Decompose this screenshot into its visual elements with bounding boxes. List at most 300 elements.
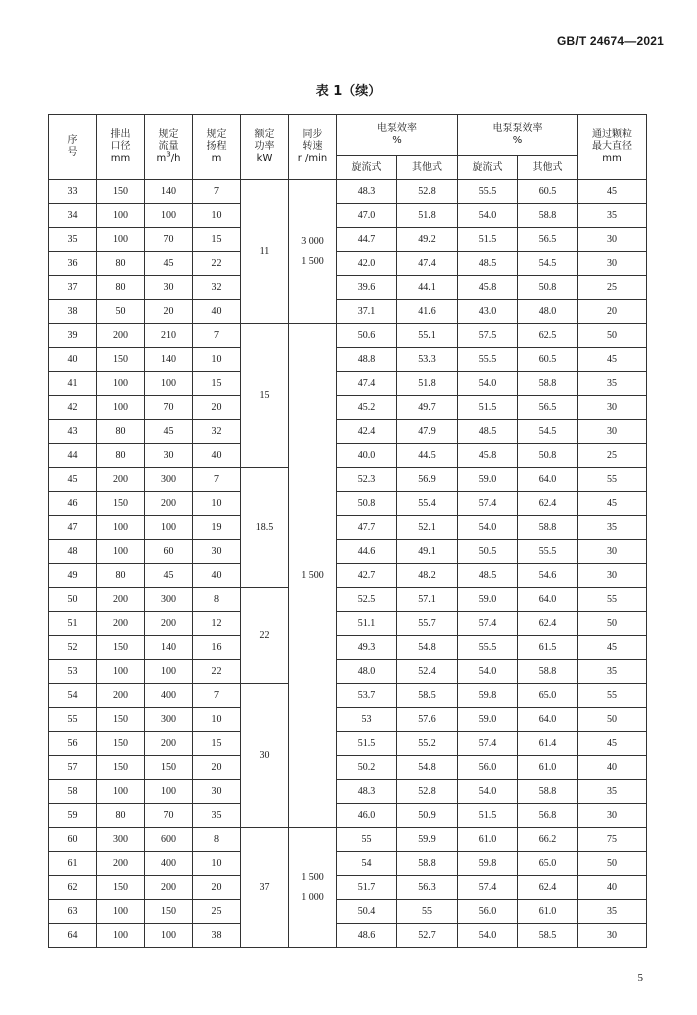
cell-head: 25 [193,900,241,924]
cell-particle: 35 [578,372,647,396]
cell-motor-vortex: 48.3 [337,780,397,804]
cell-outlet: 100 [97,924,145,948]
header-head: 规定 扬程 m [193,115,241,180]
cell-flow: 200 [145,876,193,900]
cell-motor-other: 51.8 [397,372,458,396]
cell-particle: 20 [578,300,647,324]
cell-motor-vortex: 44.6 [337,540,397,564]
header-no: 序 号 [49,115,97,180]
cell-particle: 50 [578,708,647,732]
cell-no: 47 [49,516,97,540]
cell-flow: 45 [145,564,193,588]
cell-motor-vortex: 42.4 [337,420,397,444]
cell-pump-other: 50.8 [518,276,578,300]
cell-speed: 3 000 1 500 [289,180,337,324]
cell-flow: 140 [145,636,193,660]
cell-pump-other: 58.8 [518,372,578,396]
cell-motor-other: 55.1 [397,324,458,348]
cell-flow: 400 [145,684,193,708]
cell-motor-other: 44.5 [397,444,458,468]
table-row [49,564,647,588]
table-row [49,612,647,636]
cell-particle: 30 [578,564,647,588]
cell-flow: 200 [145,492,193,516]
cell-no: 58 [49,780,97,804]
cell-head: 7 [193,180,241,204]
cell-pump-other: 62.4 [518,612,578,636]
cell-flow: 100 [145,204,193,228]
cell-pump-vortex: 48.5 [458,564,518,588]
cell-pump-vortex: 57.4 [458,732,518,756]
cell-particle: 30 [578,228,647,252]
cell-outlet: 80 [97,252,145,276]
cell-motor-vortex: 50.2 [337,756,397,780]
cell-pump-vortex: 54.0 [458,516,518,540]
cell-no: 52 [49,636,97,660]
cell-particle: 45 [578,492,647,516]
header-speed: 同步 转速 r /min [289,115,337,180]
cell-pump-other: 58.8 [518,660,578,684]
cell-no: 48 [49,540,97,564]
header-other-2: 其他式 [518,156,578,180]
table-row [49,276,647,300]
cell-pump-vortex: 48.5 [458,252,518,276]
cell-outlet: 200 [97,468,145,492]
cell-head: 40 [193,444,241,468]
cell-particle: 35 [578,516,647,540]
cell-motor-vortex: 51.5 [337,732,397,756]
cell-outlet: 80 [97,276,145,300]
cell-no: 39 [49,324,97,348]
cell-outlet: 150 [97,732,145,756]
cell-no: 56 [49,732,97,756]
header-vortex-2: 旋流式 [458,156,518,180]
cell-pump-other: 66.2 [518,828,578,852]
cell-pump-vortex: 59.8 [458,852,518,876]
cell-outlet: 200 [97,588,145,612]
cell-flow: 140 [145,180,193,204]
cell-motor-vortex: 48.6 [337,924,397,948]
cell-particle: 30 [578,924,647,948]
table-row [49,852,647,876]
cell-particle: 45 [578,348,647,372]
table-row [49,780,647,804]
cell-flow: 150 [145,900,193,924]
cell-flow: 100 [145,372,193,396]
cell-outlet: 50 [97,300,145,324]
pump-efficiency-table [48,114,647,948]
cell-pump-vortex: 50.5 [458,540,518,564]
cell-flow: 200 [145,612,193,636]
cell-outlet: 150 [97,348,145,372]
cell-motor-other: 47.4 [397,252,458,276]
cell-motor-other: 57.6 [397,708,458,732]
header-pump-efficiency: 电泵泵效率 % [458,115,578,156]
cell-head: 19 [193,516,241,540]
header-particle: 通过颗粒 最大直径 mm [578,115,647,180]
cell-pump-vortex: 56.0 [458,756,518,780]
cell-particle: 50 [578,324,647,348]
table-row [49,492,647,516]
cell-speed: 1 500 1 000 [289,828,337,948]
cell-pump-other: 56.8 [518,804,578,828]
cell-motor-other: 55.2 [397,732,458,756]
cell-outlet: 200 [97,852,145,876]
cell-pump-vortex: 57.4 [458,612,518,636]
cell-motor-other: 55.7 [397,612,458,636]
cell-flow: 30 [145,444,193,468]
cell-particle: 30 [578,396,647,420]
cell-motor-vortex: 50.6 [337,324,397,348]
cell-pump-other: 55.5 [518,540,578,564]
cell-outlet: 100 [97,540,145,564]
cell-no: 64 [49,924,97,948]
cell-outlet: 100 [97,372,145,396]
cell-pump-other: 50.8 [518,444,578,468]
cell-outlet: 80 [97,420,145,444]
cell-flow: 45 [145,420,193,444]
cell-motor-other: 52.4 [397,660,458,684]
page-number: 5 [637,972,643,984]
cell-flow: 70 [145,804,193,828]
cell-outlet: 100 [97,228,145,252]
cell-outlet: 100 [97,900,145,924]
cell-particle: 50 [578,852,647,876]
cell-no: 35 [49,228,97,252]
cell-outlet: 100 [97,204,145,228]
cell-head: 30 [193,540,241,564]
cell-outlet: 150 [97,756,145,780]
cell-no: 33 [49,180,97,204]
cell-motor-vortex: 47.0 [337,204,397,228]
header-flow: 规定 流量 $m^3/h$ [145,115,193,180]
cell-head: 20 [193,396,241,420]
cell-pump-other: 64.0 [518,708,578,732]
cell-particle: 45 [578,180,647,204]
cell-motor-vortex: 47.4 [337,372,397,396]
cell-outlet: 80 [97,444,145,468]
cell-power: 18.5 [241,468,289,588]
cell-motor-other: 54.8 [397,756,458,780]
cell-pump-vortex: 45.8 [458,276,518,300]
cell-head: 10 [193,204,241,228]
table-row [49,252,647,276]
cell-motor-other: 52.8 [397,780,458,804]
cell-particle: 55 [578,468,647,492]
cell-motor-vortex: 54 [337,852,397,876]
cell-motor-vortex: 52.3 [337,468,397,492]
cell-head: 10 [193,708,241,732]
cell-motor-other: 52.8 [397,180,458,204]
cell-head: 8 [193,588,241,612]
cell-motor-other: 56.9 [397,468,458,492]
cell-motor-vortex: 45.2 [337,396,397,420]
cell-flow: 100 [145,516,193,540]
cell-flow: 300 [145,588,193,612]
cell-motor-other: 49.2 [397,228,458,252]
cell-motor-vortex: 48.8 [337,348,397,372]
cell-particle: 35 [578,660,647,684]
cell-pump-other: 54.6 [518,564,578,588]
cell-motor-other: 58.8 [397,852,458,876]
header-vortex-1: 旋流式 [337,156,397,180]
cell-motor-vortex: 51.7 [337,876,397,900]
cell-head: 32 [193,276,241,300]
table-row [49,876,647,900]
cell-pump-vortex: 54.0 [458,204,518,228]
table-row [49,300,647,324]
table-row [49,324,647,348]
cell-no: 53 [49,660,97,684]
cell-head: 20 [193,756,241,780]
cell-motor-vortex: 51.1 [337,612,397,636]
cell-flow: 70 [145,396,193,420]
cell-pump-other: 58.8 [518,780,578,804]
cell-outlet: 80 [97,564,145,588]
table-row [49,516,647,540]
cell-pump-vortex: 61.0 [458,828,518,852]
header-outlet: 排出 口径 mm [97,115,145,180]
cell-motor-vortex: 42.7 [337,564,397,588]
cell-no: 49 [49,564,97,588]
table-row [49,588,647,612]
cell-pump-vortex: 54.0 [458,372,518,396]
cell-pump-vortex: 54.0 [458,780,518,804]
cell-head: 7 [193,468,241,492]
cell-flow: 300 [145,468,193,492]
cell-flow: 100 [145,660,193,684]
cell-speed: 1 500 [289,324,337,828]
cell-pump-other: 60.5 [518,348,578,372]
cell-pump-other: 54.5 [518,420,578,444]
cell-motor-vortex: 50.8 [337,492,397,516]
cell-flow: 60 [145,540,193,564]
cell-head: 15 [193,372,241,396]
cell-pump-vortex: 55.5 [458,180,518,204]
cell-flow: 300 [145,708,193,732]
cell-motor-other: 54.8 [397,636,458,660]
cell-flow: 200 [145,732,193,756]
cell-outlet: 100 [97,516,145,540]
cell-flow: 30 [145,276,193,300]
cell-motor-other: 52.1 [397,516,458,540]
cell-pump-other: 56.5 [518,396,578,420]
cell-motor-vortex: 49.3 [337,636,397,660]
cell-pump-other: 65.0 [518,684,578,708]
cell-outlet: 80 [97,804,145,828]
cell-power: 22 [241,588,289,684]
cell-motor-other: 55.4 [397,492,458,516]
cell-pump-other: 58.5 [518,924,578,948]
cell-pump-other: 56.5 [518,228,578,252]
table-row [49,636,647,660]
table-row [49,204,647,228]
cell-motor-other: 59.9 [397,828,458,852]
cell-motor-other: 56.3 [397,876,458,900]
cell-power: 30 [241,684,289,828]
cell-motor-vortex: 39.6 [337,276,397,300]
cell-outlet: 100 [97,660,145,684]
cell-head: 22 [193,660,241,684]
cell-no: 55 [49,708,97,732]
cell-particle: 40 [578,756,647,780]
cell-flow: 100 [145,780,193,804]
cell-no: 59 [49,804,97,828]
cell-motor-other: 52.7 [397,924,458,948]
cell-particle: 45 [578,636,647,660]
table-row [49,540,647,564]
table-row [49,396,647,420]
cell-motor-other: 47.9 [397,420,458,444]
cell-motor-vortex: 48.0 [337,660,397,684]
cell-pump-vortex: 54.0 [458,924,518,948]
cell-flow: 45 [145,252,193,276]
cell-no: 43 [49,420,97,444]
cell-pump-vortex: 45.8 [458,444,518,468]
cell-pump-vortex: 56.0 [458,900,518,924]
cell-head: 22 [193,252,241,276]
cell-head: 40 [193,300,241,324]
cell-no: 61 [49,852,97,876]
cell-motor-other: 44.1 [397,276,458,300]
cell-pump-other: 48.0 [518,300,578,324]
table-caption: 表 1（续） [315,84,382,99]
cell-motor-vortex: 42.0 [337,252,397,276]
cell-pump-vortex: 59.8 [458,684,518,708]
cell-pump-other: 61.0 [518,900,578,924]
cell-particle: 35 [578,780,647,804]
cell-flow: 20 [145,300,193,324]
cell-motor-vortex: 53 [337,708,397,732]
cell-flow: 400 [145,852,193,876]
cell-particle: 25 [578,444,647,468]
cell-pump-vortex: 51.5 [458,804,518,828]
cell-no: 36 [49,252,97,276]
cell-pump-other: 61.5 [518,636,578,660]
cell-no: 50 [49,588,97,612]
cell-pump-vortex: 57.4 [458,876,518,900]
cell-flow: 100 [145,924,193,948]
table-row [49,732,647,756]
cell-motor-vortex: 48.3 [337,180,397,204]
cell-pump-other: 62.4 [518,492,578,516]
cell-motor-vortex: 52.5 [337,588,397,612]
cell-pump-vortex: 59.0 [458,468,518,492]
cell-no: 41 [49,372,97,396]
standard-code: GB/T 24674—2021 [556,34,664,48]
table-row [49,348,647,372]
cell-particle: 30 [578,804,647,828]
table-row [49,372,647,396]
cell-pump-vortex: 48.5 [458,420,518,444]
cell-pump-other: 61.0 [518,756,578,780]
cell-no: 60 [49,828,97,852]
cell-no: 62 [49,876,97,900]
cell-motor-vortex: 47.7 [337,516,397,540]
cell-head: 10 [193,852,241,876]
table-row [49,900,647,924]
cell-motor-vortex: 37.1 [337,300,397,324]
cell-particle: 45 [578,732,647,756]
cell-motor-vortex: 46.0 [337,804,397,828]
cell-flow: 150 [145,756,193,780]
cell-no: 46 [49,492,97,516]
cell-particle: 30 [578,420,647,444]
cell-pump-other: 65.0 [518,852,578,876]
cell-motor-other: 50.9 [397,804,458,828]
table-row [49,804,647,828]
cell-outlet: 150 [97,636,145,660]
cell-pump-vortex: 54.0 [458,660,518,684]
cell-no: 34 [49,204,97,228]
cell-outlet: 100 [97,396,145,420]
cell-pump-other: 54.5 [518,252,578,276]
cell-outlet: 200 [97,612,145,636]
cell-no: 42 [49,396,97,420]
cell-flow: 140 [145,348,193,372]
cell-pump-other: 62.4 [518,876,578,900]
cell-pump-vortex: 51.5 [458,396,518,420]
cell-motor-other: 49.1 [397,540,458,564]
cell-pump-vortex: 59.0 [458,588,518,612]
cell-particle: 75 [578,828,647,852]
cell-outlet: 150 [97,492,145,516]
cell-no: 38 [49,300,97,324]
cell-pump-other: 61.4 [518,732,578,756]
cell-motor-vortex: 53.7 [337,684,397,708]
cell-head: 35 [193,804,241,828]
table-row [49,660,647,684]
table-row [49,444,647,468]
cell-head: 10 [193,492,241,516]
cell-motor-other: 55 [397,900,458,924]
cell-pump-vortex: 57.5 [458,324,518,348]
table-row [49,684,647,708]
cell-motor-vortex: 50.4 [337,900,397,924]
cell-particle: 35 [578,900,647,924]
cell-outlet: 200 [97,684,145,708]
cell-particle: 55 [578,588,647,612]
cell-head: 16 [193,636,241,660]
cell-flow: 600 [145,828,193,852]
cell-pump-vortex: 51.5 [458,228,518,252]
cell-power: 37 [241,828,289,948]
cell-motor-other: 49.7 [397,396,458,420]
cell-outlet: 100 [97,780,145,804]
cell-motor-vortex: 44.7 [337,228,397,252]
cell-outlet: 150 [97,876,145,900]
cell-pump-other: 62.5 [518,324,578,348]
cell-head: 12 [193,612,241,636]
cell-particle: 55 [578,684,647,708]
cell-motor-other: 48.2 [397,564,458,588]
table-row [49,468,647,492]
cell-head: 15 [193,228,241,252]
cell-pump-vortex: 55.5 [458,636,518,660]
cell-motor-other: 58.5 [397,684,458,708]
header-other-1: 其他式 [397,156,458,180]
cell-motor-other: 41.6 [397,300,458,324]
cell-head: 38 [193,924,241,948]
cell-no: 40 [49,348,97,372]
cell-particle: 30 [578,540,647,564]
cell-pump-vortex: 57.4 [458,492,518,516]
cell-pump-other: 60.5 [518,180,578,204]
cell-head: 20 [193,876,241,900]
table-row [49,180,647,204]
table-row [49,756,647,780]
cell-flow: 70 [145,228,193,252]
